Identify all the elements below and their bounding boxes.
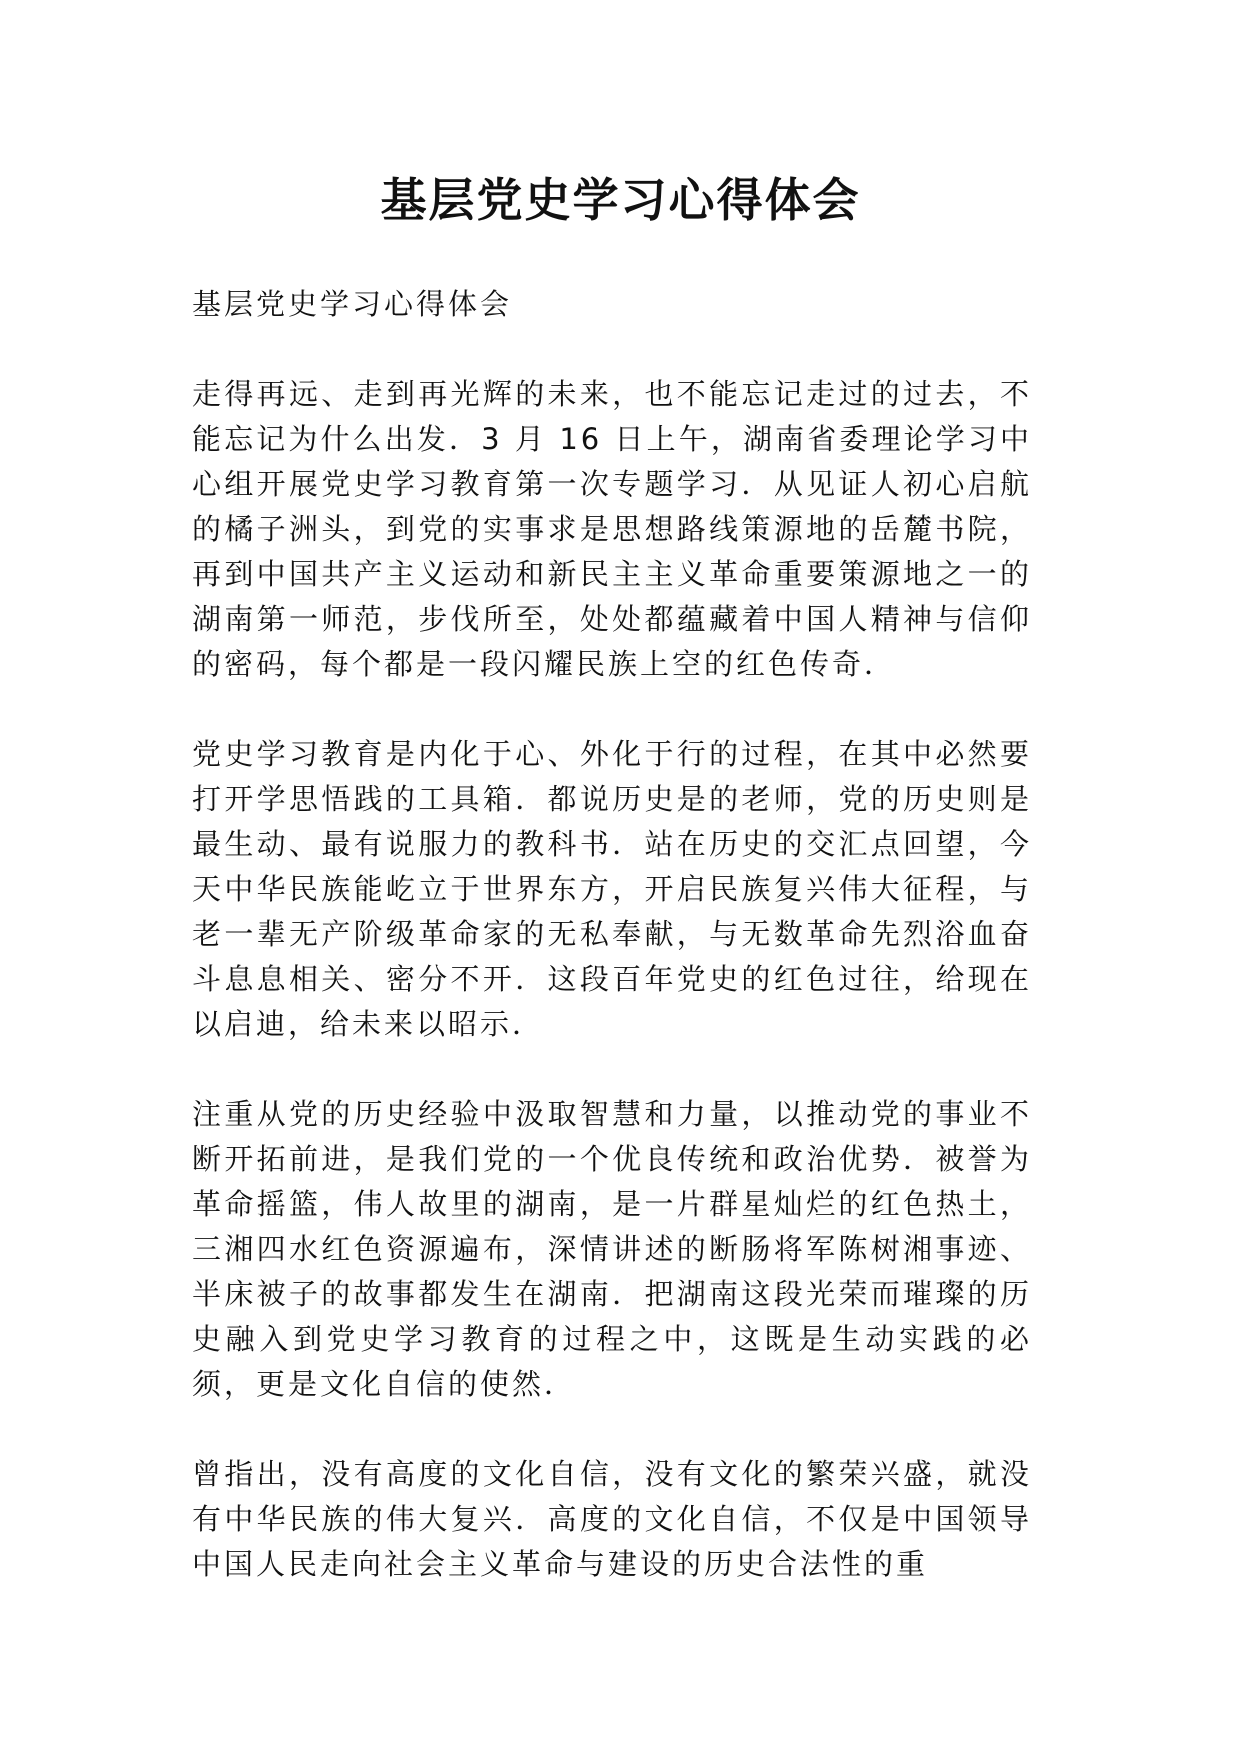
paragraph-1: 走得再远、走到再光辉的未来，也不能忘记走过的过去，不能忘记为什么出发．3 月 16 日上午，湖南省委理论学习中心组开展党史学习教育第一次专题学习．从见证人初心启航的橘子洲头，到党的实事求是思想路线策源地的岳麓书院，再到中国共产主义运动和新民主主义革命重要策源地之一的湖南第一师范，步伐所至，处处都蕴藏着中国人精神与信仰的密码，每个都是一段闪耀民族上空的红色传奇． bbox=[192, 377, 1032, 681]
document-subtitle: 基层党史学习心得体会 bbox=[192, 287, 513, 321]
paragraph-2: 党史学习教育是内化于心、外化于行的过程，在其中必然要打开学思悟践的工具箱．都说历史是的老师，党的历史则是最生动、最有说服力的教科书．站在历史的交汇点回望，今天中华民族能屹立于世界东方，开启民族复兴伟大征程，与老一辈无产阶级革命家的无私奉献，与无数革命先烈浴血奋斗息息相关、密分不开．这段百年党史的红色过往，给现在以启迪，给未来以昭示． bbox=[192, 737, 1032, 1041]
paragraph-3: 注重从党的历史经验中汲取智慧和力量，以推动党的事业不断开拓前进，是我们党的一个优良传统和政治优势．被誉为革命摇篮，伟人故里的湖南，是一片群星灿烂的红色热土，三湘四水红色资源遍布，深情讲述的断肠将军陈树湘事迹、半床被子的故事都发生在湖南．把湖南这段光荣而璀璨的历史融入到党史学习教育的过程之中，这既是生动实践的必须，更是文化自信的使然． bbox=[192, 1097, 1032, 1401]
paragraph-4: 曾指出，没有高度的文化自信，没有文化的繁荣兴盛，就没有中华民族的伟大复兴．高度的文化自信，不仅是中国领导中国人民走向社会主义革命与建设的历史合法性的重 bbox=[192, 1457, 1032, 1581]
document-body bbox=[192, 282, 1032, 1632]
document-title: 基层党史学习心得体会 bbox=[380, 173, 861, 227]
